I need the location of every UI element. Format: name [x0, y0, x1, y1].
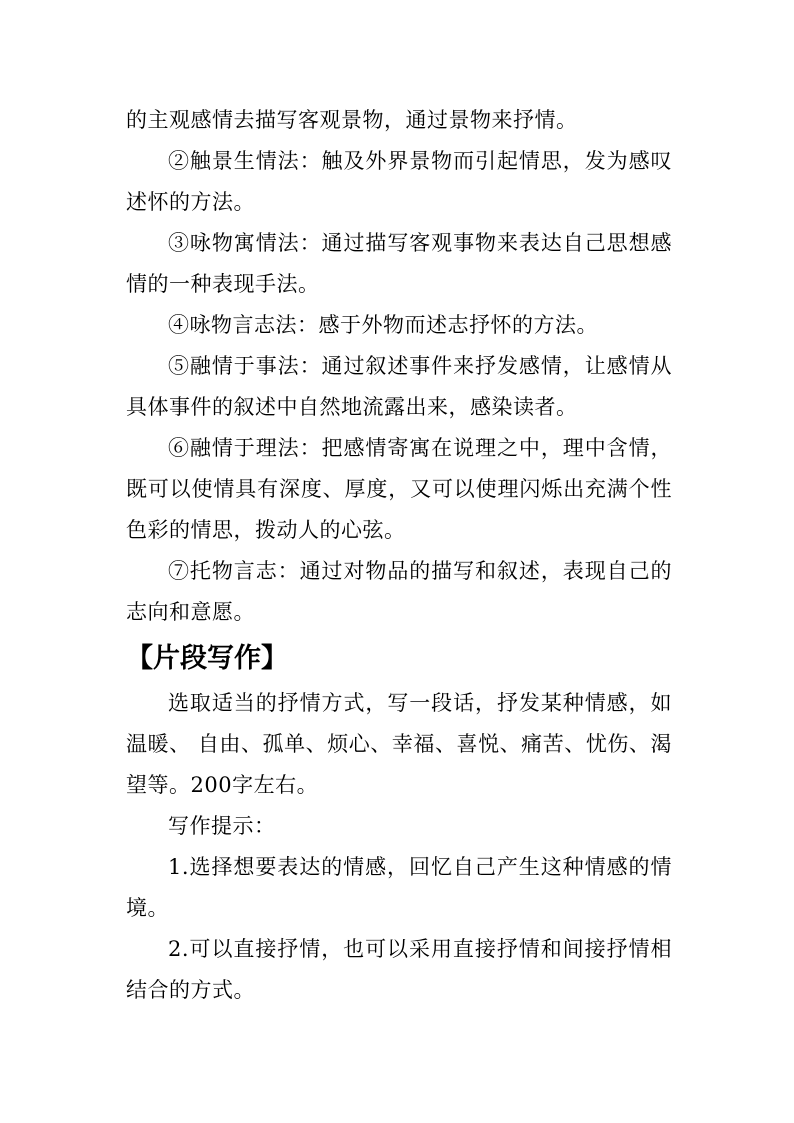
paragraph-tip-2: 2.可以直接抒情，也可以采用直接抒情和间接抒情相结合的方式。 — [126, 937, 672, 1002]
paragraph-tip-1: 1.选择想要表达的情感，回忆自己产生这种情感的情境。 — [126, 855, 672, 920]
paragraph-method-6: ⑥融情于理法：把感情寄寓在说理之中，理中含情，既可以使情具有深度、厚度，又可以使理闪烁出充满个性色彩的情思，拨动人的心弦。 — [126, 436, 672, 542]
paragraph-continuation: 的主观感情去描写客观景物，通过景物来抒情。 — [126, 108, 578, 132]
paragraph-tips-label: 写作提示： — [168, 814, 276, 838]
section-heading: 【片段写作】 — [126, 643, 288, 674]
paragraph-method-3: ③咏物寓情法：通过描写客观事物来表达自己思想感情的一种表现手法。 — [126, 231, 672, 296]
paragraph-method-4: ④咏物言志法：感于外物而述志抒怀的方法。 — [168, 313, 598, 337]
paragraph-task: 选取适当的抒情方式，写一段话，抒发某种情感，如温暖、 自由、孤单、烦心、幸福、喜悦、痛苦、忧伤、渴望等。200字左右。 — [126, 691, 672, 797]
paragraph-method-5: ⑤融情于事法：通过叙述事件来抒发感情，让感情从具体事件的叙述中自然地流露出来，感染读者。 — [126, 354, 672, 419]
paragraph-method-7: ⑦托物言志：通过对物品的描写和叙述，表现自己的志向和意愿。 — [126, 559, 672, 624]
paragraph-method-2: ②触景生情法：触及外界景物而引起情思，发为感叹述怀的方法。 — [126, 149, 672, 214]
document-body — [126, 100, 672, 1011]
